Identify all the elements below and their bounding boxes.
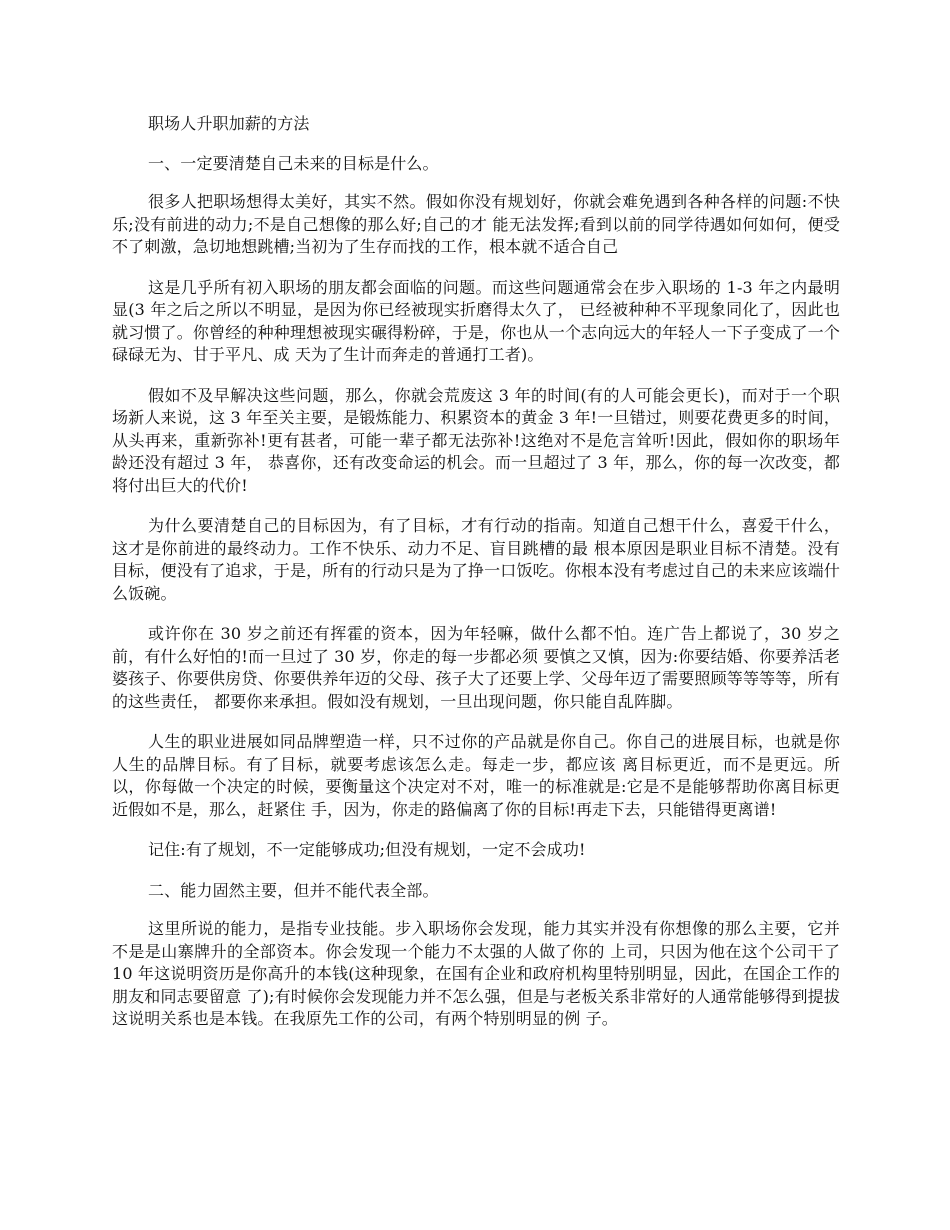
paragraph-2: 这是几乎所有初入职场的朋友都会面临的问题。而这些问题通常会在步入职场的 1-3 年之内最明显(3 年之后之所以不明显，是因为你已经被现实折磨得太久了， 已经被种种不平现象同化了，因此也就习惯了。你曾经的种种理想被现实碾得粉碎，于是，你也从一个志向远大的年轻人一下子变成了一个碌碌无为、甘于平凡、成 天为了生计而奔走的普通打工者)。 bbox=[112, 277, 840, 364]
document-body bbox=[112, 113, 840, 1049]
paragraph-3: 假如不及早解决这些问题，那么，你就会荒废这 3 年的时间(有的人可能会更长)，而对于一个职场新人来说，这 3 年至关主要，是锻炼能力、积累资本的黄金 3 年!一旦错过，则要花费更多的时间，从头再来，重新弥补!更有甚者，可能一辈子都无法弥补!这绝对不是危言耸听!因此，假如你的职场年龄还没有超过 3 年， 恭喜你，还有改变命运的机会。而一旦超过了 3 年，那么，你的每一次改变，都将付出巨大的代价! bbox=[112, 385, 840, 495]
paragraph-7: 记住:有了规划，不一定能够成功;但没有规划，一定不会成功! bbox=[148, 840, 586, 859]
document-title: 职场人升职加薪的方法 bbox=[148, 114, 310, 133]
paragraph-6: 人生的职业进展如同品牌塑造一样，只不过你的产品就是你自己。你自己的进展目标，也就是你人生的品牌目标。有了目标，就要考虑该怎么走。每走一步，都应该 离目标更近，而不是更远。所以，你每做一个决定的时候，要衡量这个决定对不对，唯一的标准就是:它是不是能够帮助你离目标更近假如不是，那么，赶紧住 手，因为，你走的路偏离了你的目标!再走下去，只能错得更离谱! bbox=[112, 732, 840, 819]
section-heading-2: 二、能力固然主要，但并不能代表全部。 bbox=[148, 880, 439, 900]
paragraph-8: 这里所说的能力，是指专业技能。步入职场你会发现，能力其实并没有你想像的那么主要，它并不是是山寨牌升的全部资本。你会发现一个能力不太强的人做了你的 上司，只因为他在这个公司干了 10 年这说明资历是你高升的本钱(这种现象，在国有企业和政府机构里特别明显，因此，在国企工作的朋友和同志要留意 了);有时候你会发现能力并不怎么强，但是与老板关系非常好的人通常能够得到提拔这说明关系也是本钱。在我原先工作的公司，有两个特别明显的例 子。 bbox=[112, 919, 840, 1028]
section-heading-1: 一、一定要清楚自己未来的目标是什么。 bbox=[148, 153, 439, 173]
paragraph-5: 或许你在 30 岁之前还有挥霍的资本，因为年轻嘛，做什么都不怕。连广告上都说了，30 岁之前，有什么好怕的!而一旦过了 30 岁，你走的每一步都必须 要慎之又慎，因为:你要结婚、你要养活老婆孩子、你要供房贷、你要供养年迈的父母、孩子大了还要上学、父母年迈了需要照顾等等等等，所有的这些责任， 都要你来承担。假如没有规划，一旦出现问题，你只能自乱阵脚。 bbox=[112, 624, 840, 711]
paragraph-1: 很多人把职场想得太美好，其实不然。假如你没有规划好，你就会难免遇到各种各样的问题:不快乐;没有前进的动力;不是自己想像的那么好;自己的才 能无法发挥;看到以前的同学待遇如何如何，便受不了刺激，急切地想跳槽;当初为了生存而找的工作，根本就不适合自己 bbox=[112, 192, 840, 256]
paragraph-4: 为什么要清楚自己的目标因为，有了目标，才有行动的指南。知道自己想干什么，喜爱干什么，这才是你前进的最终动力。工作不快乐、动力不足、盲目跳槽的最 根本原因是职业目标不清楚。没有目标，便没有了追求，于是，所有的行动只是为了挣一口饭吃。你根本没有考虑过自己的未来应该端什么饭碗。 bbox=[112, 516, 840, 603]
